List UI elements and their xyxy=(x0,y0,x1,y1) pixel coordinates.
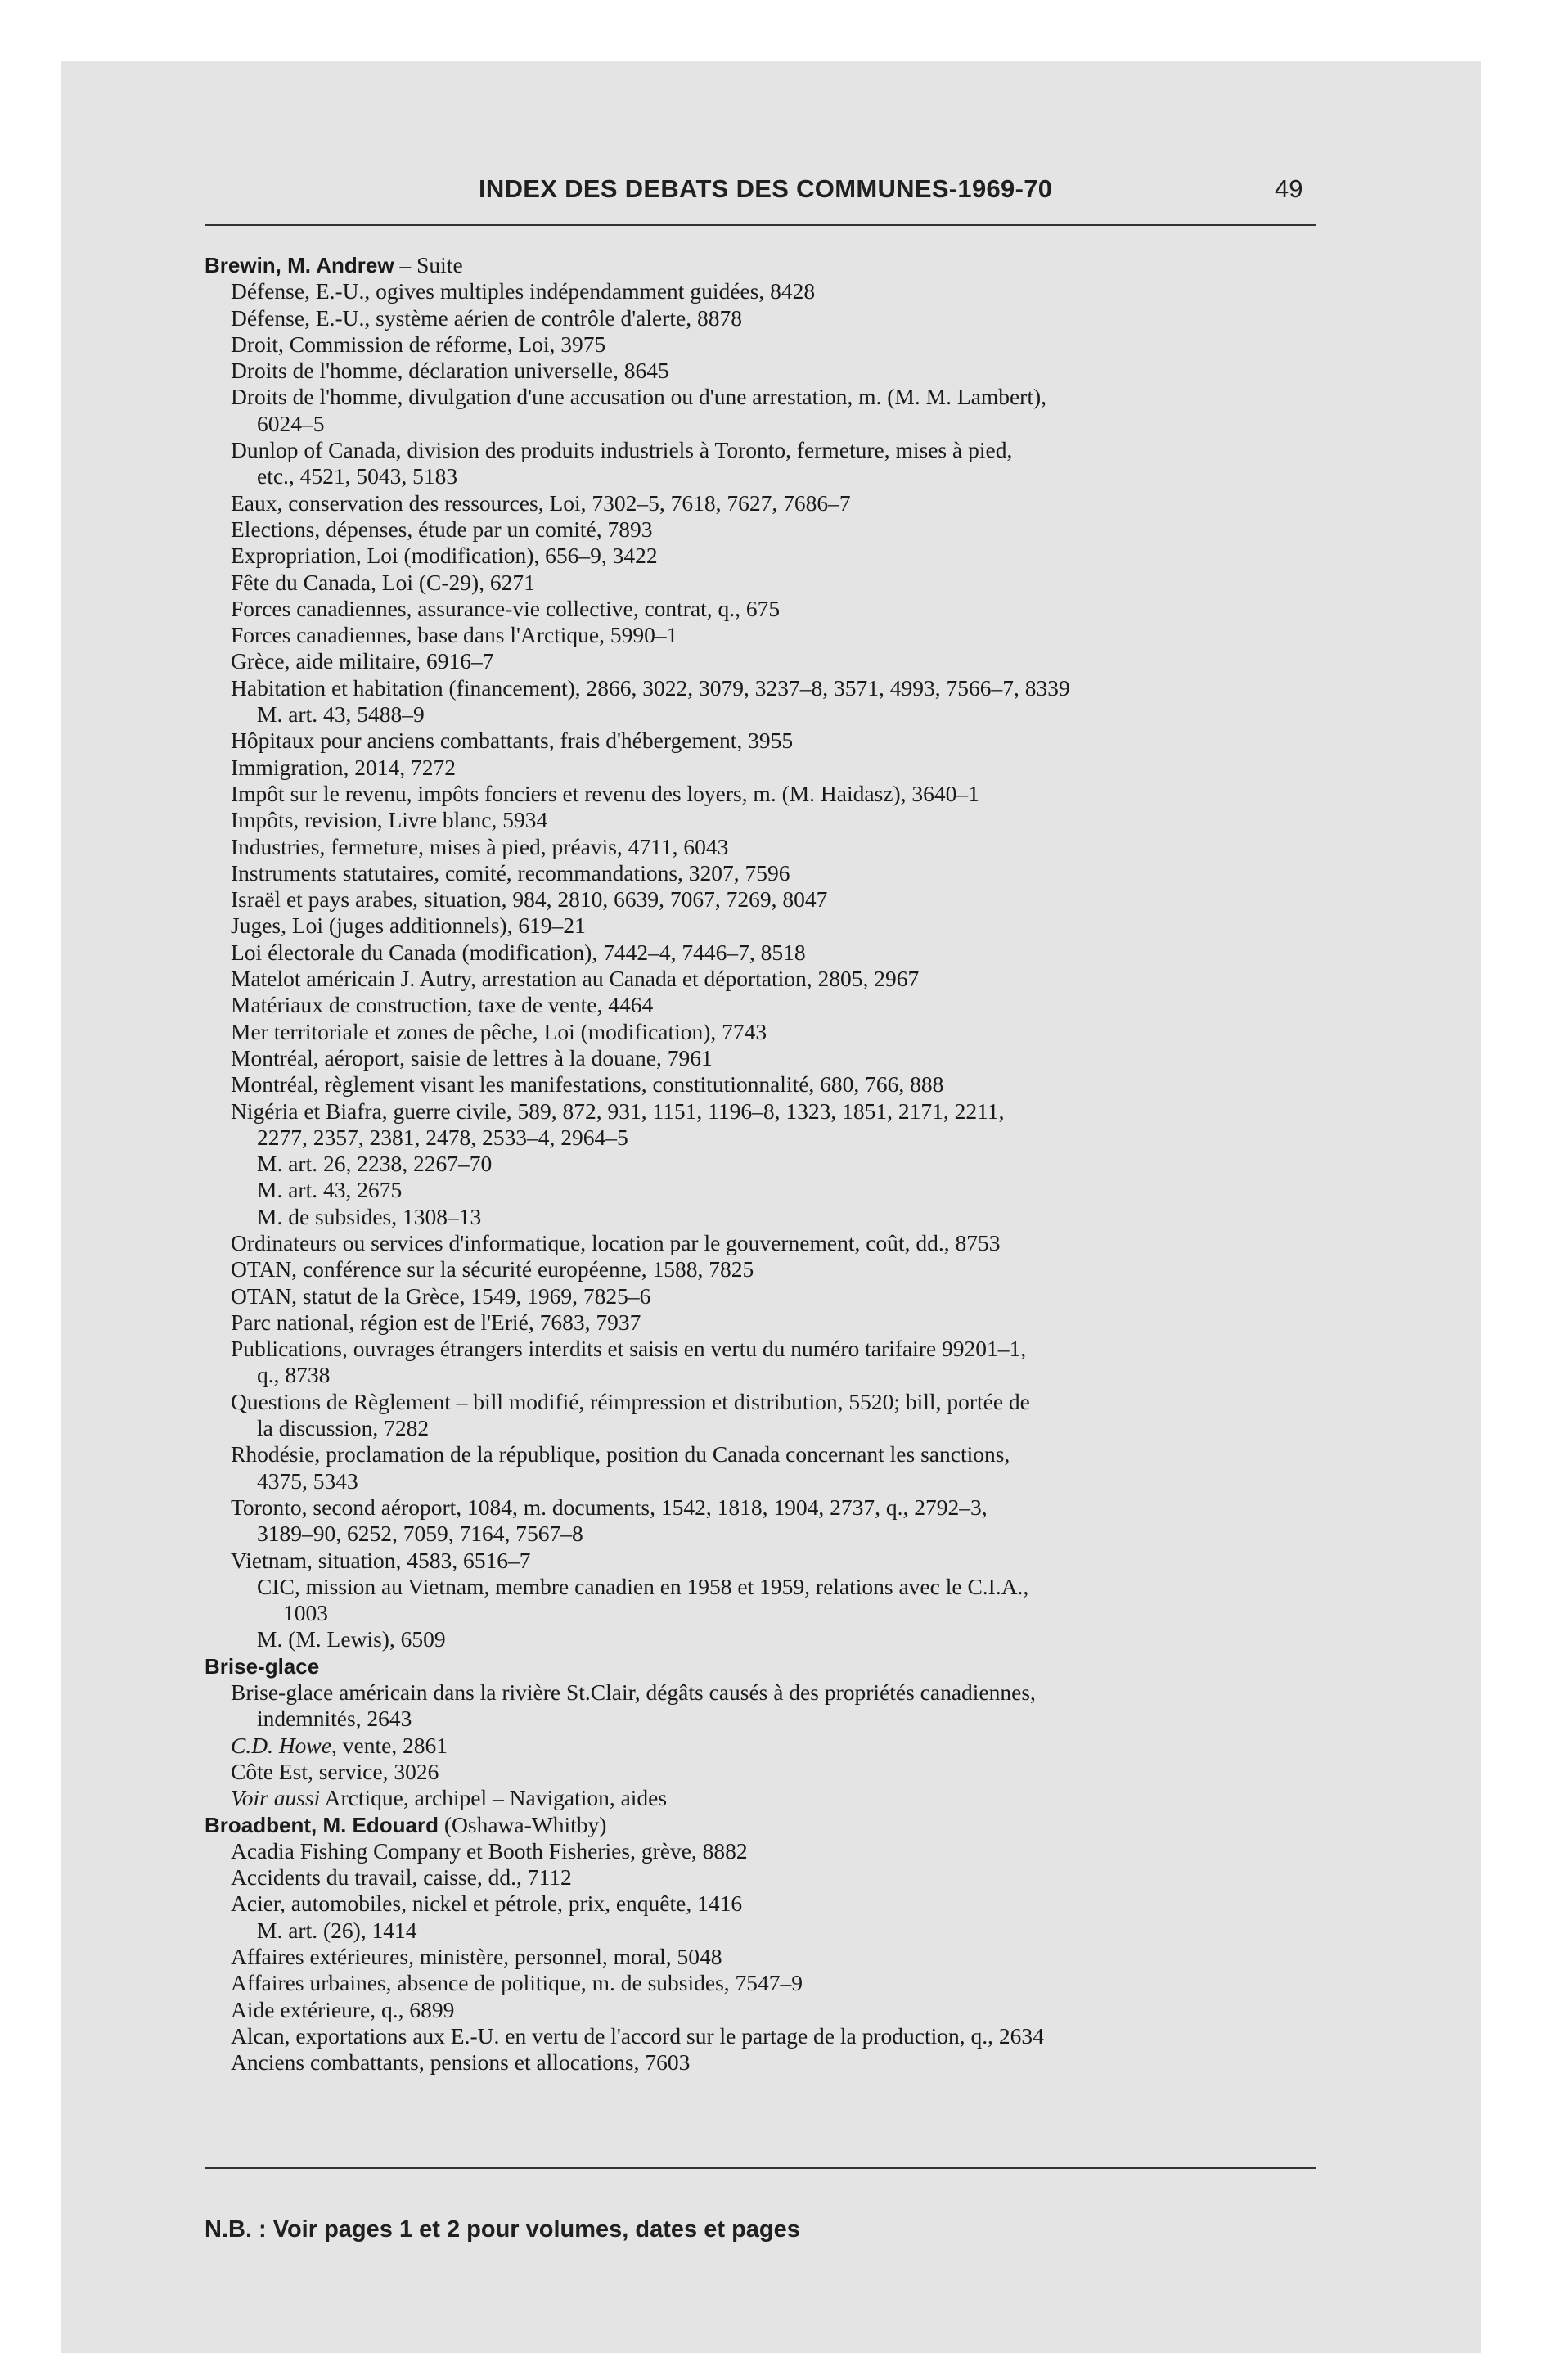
index-subentry xyxy=(205,886,1350,913)
entry-text: Expropriation, Loi (modification), 656–9, 3422 xyxy=(231,543,658,569)
bottom-rule xyxy=(205,2167,1316,2169)
index-subentry xyxy=(205,1098,1350,1125)
entry-text: Alcan, exportations aux E.-U. en vertu de l'accord sur le partage de la production, q., 2634 xyxy=(231,2022,1044,2049)
heading-name: Broadbent, M. Edouard xyxy=(205,1812,439,1837)
index-subentry xyxy=(205,1864,1350,1891)
index-subentry xyxy=(205,570,1350,596)
index-heading xyxy=(205,252,1350,278)
index-subentry xyxy=(205,331,1350,358)
index-heading xyxy=(205,1812,1350,1838)
index-subentry xyxy=(205,1204,1350,1230)
index-subentry xyxy=(205,1891,1350,1917)
entry-text: Parc national, région est de l'Erié, 7683, 7937 xyxy=(231,1309,641,1335)
entry-text: Questions de Règlement – bill modifié, réimpression et distribution, 5520; bill, portée de xyxy=(231,1388,1030,1414)
index-subentry xyxy=(205,1256,1350,1282)
index-subentry xyxy=(205,1838,1350,1864)
entry-text: Immigration, 2014, 7272 xyxy=(231,754,456,780)
entry-text: la discussion, 7282 xyxy=(257,1415,430,1441)
entry-text: Matelot américain J. Autry, arrestation au Canada et déportation, 2805, 2967 xyxy=(231,966,920,992)
entry-text: M. de subsides, 1308–13 xyxy=(257,1203,482,1229)
entry-text: Défense, E.-U., système aérien de contrôle d'alerte, 8878 xyxy=(231,304,742,331)
index-subentry xyxy=(205,966,1350,992)
entry-text: , vente, 2861 xyxy=(331,1732,448,1758)
entry-text: Acadia Fishing Company et Booth Fisheries, grève, 8882 xyxy=(231,1837,748,1864)
entry-text: Industries, fermeture, mises à pied, préavis, 4711, 6043 xyxy=(231,833,729,859)
italic-term: Voir aussi xyxy=(231,1785,321,1811)
entry-text: Forces canadiennes, assurance-vie collective, contrat, q., 675 xyxy=(231,595,781,621)
entry-text: M. art. (26), 1414 xyxy=(257,1917,417,1943)
entry-text: Instruments statutaires, comité, recommandations, 3207, 7596 xyxy=(231,859,790,886)
index-subentry xyxy=(205,278,1350,304)
index-subentry xyxy=(205,305,1350,331)
index-subentry xyxy=(205,728,1350,754)
index-subentry xyxy=(205,1336,1350,1362)
heading-suffix: – Suite xyxy=(394,252,463,277)
index-subentry xyxy=(205,1785,1350,1811)
entry-text: Arctique, archipel – Navigation, aides xyxy=(320,1785,668,1811)
index-subentry xyxy=(205,807,1350,833)
index-subentry xyxy=(205,1283,1350,1309)
index-subentry xyxy=(205,1918,1350,1944)
entry-text: Mer territoriale et zones de pêche, Loi (modification), 7743 xyxy=(231,1018,767,1044)
entry-text: Affaires urbaines, absence de politique, m. de subsides, 7547–9 xyxy=(231,1970,803,1996)
index-subentry xyxy=(205,1230,1350,1256)
index-subentry xyxy=(205,2049,1350,2076)
index-subentry xyxy=(205,675,1350,701)
entry-text: Matériaux de construction, taxe de vente, 4464 xyxy=(231,992,654,1018)
index-subentry xyxy=(205,596,1350,622)
top-rule xyxy=(205,224,1316,226)
italic-term: C.D. Howe xyxy=(231,1732,331,1758)
index-subentry xyxy=(205,1362,1350,1388)
entry-text: CIC, mission au Vietnam, membre canadien en 1958 et 1959, relations avec le C.I.A., xyxy=(257,1573,1029,1599)
entry-text: Hôpitaux pour anciens combattants, frais d'hébergement, 3955 xyxy=(231,728,794,754)
footnote: N.B. : Voir pages 1 et 2 pour volumes, dates et pages xyxy=(205,2216,800,2243)
entry-text: Vietnam, situation, 4583, 6516–7 xyxy=(231,1547,531,1573)
entry-text: Habitation et habitation (financement), 2866, 3022, 3079, 3237–8, 3571, 4993, 7566–7, 8339 xyxy=(231,674,1070,701)
entry-text: Acier, automobiles, nickel et pétrole, prix, enquête, 1416 xyxy=(231,1891,743,1917)
index-subentry xyxy=(205,1494,1350,1521)
entry-text: Montréal, aéroport, saisie de lettres à la douane, 7961 xyxy=(231,1044,713,1071)
entry-text: Ordinateurs ou services d'informatique, location par le gouvernement, coût, dd., 8753 xyxy=(231,1229,1001,1255)
index-subentry xyxy=(205,755,1350,781)
index-subentry xyxy=(205,1626,1350,1652)
index-subentry xyxy=(205,622,1350,648)
index-subentry xyxy=(205,384,1350,410)
entry-text: Côte Est, service, 3026 xyxy=(231,1758,439,1784)
entry-text: Forces canadiennes, base dans l'Arctique, 5990–1 xyxy=(231,622,678,648)
entry-text: Affaires extérieures, ministère, personnel, moral, 5048 xyxy=(231,1944,722,1969)
index-subentry xyxy=(205,834,1350,860)
index-subentry xyxy=(205,1019,1350,1045)
index-subentry xyxy=(205,1521,1350,1547)
entry-text: q., 8738 xyxy=(257,1362,331,1388)
entry-text: indemnités, 2643 xyxy=(257,1706,412,1732)
index-subentry xyxy=(205,411,1350,437)
entry-text: Nigéria et Biafra, guerre civile, 589, 872, 931, 1151, 1196–8, 1323, 1851, 2171, 2211, xyxy=(231,1098,1005,1124)
index-subentry xyxy=(205,1389,1350,1415)
index-subentry xyxy=(205,648,1350,674)
entry-text: OTAN, conférence sur la sécurité européenne, 1588, 7825 xyxy=(231,1256,754,1282)
index-subentry xyxy=(205,940,1350,966)
index-subentry xyxy=(205,701,1350,728)
entry-text: Droit, Commission de réforme, Loi, 3975 xyxy=(231,331,606,357)
index-subentry xyxy=(205,1997,1350,2023)
index-heading xyxy=(205,1653,1350,1679)
entry-text: 4375, 5343 xyxy=(257,1467,358,1494)
entry-text: 3189–90, 6252, 7059, 7164, 7567–8 xyxy=(257,1521,583,1547)
entry-text: Droits de l'homme, divulgation d'une accusation ou d'une arrestation, m. (M. M. Lambert), xyxy=(231,384,1046,410)
index-subentry xyxy=(205,1548,1350,1574)
entry-text: M. art. 26, 2238, 2267–70 xyxy=(257,1151,493,1177)
entry-text: Accidents du travail, caisse, dd., 7112 xyxy=(231,1864,572,1891)
entry-text: 1003 xyxy=(283,1600,328,1626)
heading-name: Brewin, M. Andrew xyxy=(205,253,394,277)
entry-text: OTAN, statut de la Grèce, 1549, 1969, 7825–6 xyxy=(231,1282,651,1309)
entry-text: Défense, E.-U., ogives multiples indépendamment guidées, 8428 xyxy=(231,278,816,304)
entry-text: Israël et pays arabes, situation, 984, 2810, 6639, 7067, 7269, 8047 xyxy=(231,886,828,913)
index-subentry xyxy=(205,1468,1350,1494)
index-subentry xyxy=(205,1309,1350,1336)
entry-text: Grèce, aide militaire, 6916–7 xyxy=(231,648,494,674)
entry-text: Elections, dépenses, étude par un comité, 7893 xyxy=(231,516,653,542)
index-subentry xyxy=(205,1151,1350,1177)
index-subentry xyxy=(205,2023,1350,2049)
entry-text: Toronto, second aéroport, 1084, m. documents, 1542, 1818, 1904, 2737, q., 2792–3, xyxy=(231,1494,988,1520)
index-subentry xyxy=(205,1071,1350,1098)
page-number: 49 xyxy=(1275,174,1303,203)
entry-text: Fête du Canada, Loi (C-29), 6271 xyxy=(231,569,535,595)
entry-text: 2277, 2357, 2381, 2478, 2533–4, 2964–5 xyxy=(257,1124,628,1150)
entry-text: Brise-glace américain dans la rivière St.Clair, dégâts causés à des propriétés canadiennes, xyxy=(231,1679,1036,1706)
index-subentry xyxy=(205,992,1350,1018)
index-subentry xyxy=(205,1706,1350,1732)
index-entries xyxy=(205,252,1350,2076)
heading-suffix: (Oshawa-Whitby) xyxy=(439,1811,607,1837)
entry-text: Dunlop of Canada, division des produits industriels à Toronto, fermeture, mises à pied, xyxy=(231,437,1013,463)
entry-text: M. (M. Lewis), 6509 xyxy=(257,1626,446,1652)
index-subentry xyxy=(205,860,1350,886)
index-subentry xyxy=(205,1679,1350,1706)
entry-text: M. art. 43, 5488–9 xyxy=(257,701,425,728)
index-subentry xyxy=(205,1970,1350,1996)
index-subentry xyxy=(205,1733,1350,1759)
entry-text: Impôt sur le revenu, impôts fonciers et revenu des loyers, m. (M. Haidasz), 3640–1 xyxy=(231,780,979,806)
entry-text: 6024–5 xyxy=(257,410,325,436)
heading-name: Brise-glace xyxy=(205,1653,320,1679)
index-subentry xyxy=(205,490,1350,516)
index-subentry xyxy=(205,516,1350,543)
entry-text: Eaux, conservation des ressources, Loi, 7302–5, 7618, 7627, 7686–7 xyxy=(231,489,851,516)
entry-text: Droits de l'homme, déclaration universelle, 8645 xyxy=(231,358,669,384)
index-subentry xyxy=(205,1574,1350,1600)
entry-text: Publications, ouvrages étrangers interdits et saisis en vertu du numéro tarifaire 99201–1, xyxy=(231,1336,1027,1362)
entry-text: Loi électorale du Canada (modification), 7442–4, 7446–7, 8518 xyxy=(231,939,806,965)
entry-text: Rhodésie, proclamation de la république, position du Canada concernant les sanctions, xyxy=(231,1441,1010,1467)
entry-text: M. art. 43, 2675 xyxy=(257,1177,403,1203)
index-subentry xyxy=(205,913,1350,939)
entry-text: Aide extérieure, q., 6899 xyxy=(231,1996,455,2022)
index-subentry xyxy=(205,781,1350,807)
index-subentry xyxy=(205,543,1350,569)
index-subentry xyxy=(205,1177,1350,1203)
entry-text: Impôts, revision, Livre blanc, 5934 xyxy=(231,807,548,833)
entry-text: etc., 4521, 5043, 5183 xyxy=(257,463,458,489)
index-subentry xyxy=(205,463,1350,489)
index-subentry xyxy=(205,1600,1350,1626)
index-subentry xyxy=(205,1415,1350,1441)
index-subentry xyxy=(205,1759,1350,1785)
entry-text: Juges, Loi (juges additionnels), 619–21 xyxy=(231,913,586,939)
entry-text: Anciens combattants, pensions et allocations, 7603 xyxy=(231,2049,691,2076)
index-subentry xyxy=(205,1441,1350,1467)
entry-text: Montréal, règlement visant les manifestations, constitutionnalité, 680, 766, 888 xyxy=(231,1071,944,1098)
running-head-title: INDEX DES DEBATS DES COMMUNES-1969-70 xyxy=(479,174,1053,203)
index-subentry xyxy=(205,1125,1350,1151)
index-subentry xyxy=(205,437,1350,463)
index-subentry xyxy=(205,1944,1350,1970)
index-subentry xyxy=(205,1045,1350,1071)
index-subentry xyxy=(205,358,1350,384)
